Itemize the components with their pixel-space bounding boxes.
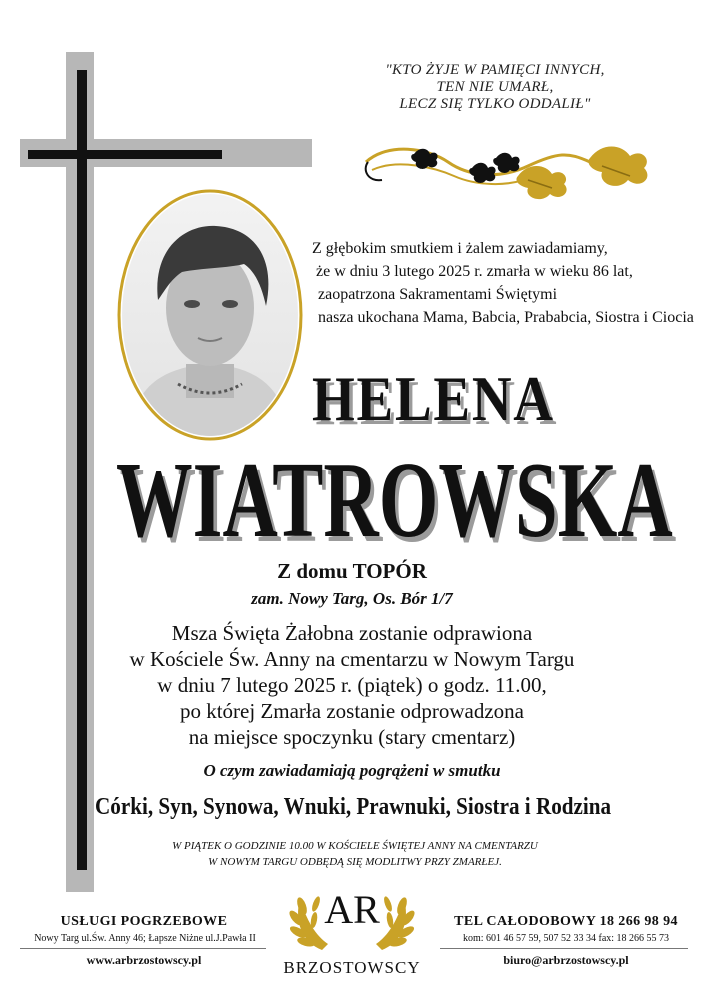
- quote-line: "KTO ŻYJE W PAMIĘCI INNYCH,: [385, 62, 605, 78]
- intro-line: nasza ukochana Mama, Babcia, Prababcia, Siostra i Ciocia: [318, 309, 694, 326]
- intro-line: że w dniu 3 lutego 2025 r. zmarła w wieku 86 lat,: [316, 263, 633, 280]
- prayer-notice: [120, 838, 590, 870]
- mourners-intro: O czym zawiadamiają pogrążeni w smutku: [203, 761, 501, 780]
- mass-line: Msza Święta Żałobna zostanie odprawiona: [171, 621, 533, 645]
- mass-line: w Kościele Św. Anny na cmentarzu w Nowym Targu: [129, 647, 575, 671]
- cross-icon: [77, 70, 87, 870]
- mass-line: w dniu 7 lutego 2025 r. (piątek) o godz. 11.00,: [157, 673, 547, 697]
- cross-bar: [28, 150, 222, 159]
- funeral-mass-info: [100, 620, 604, 750]
- quote-line: LECZ SIĘ TYLKO ODDALIŁ": [399, 96, 591, 112]
- logo-initials: AR: [324, 887, 380, 932]
- grapevine-ornament-icon: [358, 140, 664, 202]
- mass-line: po której Zmarła zostanie odprowadzona: [179, 699, 525, 723]
- mourners-family: Córki, Syn, Synowa, Wnuki, Prawnuki, Siostra i Rodzina: [95, 794, 612, 820]
- deceased-last-name: WIATROWSKA: [116, 441, 673, 560]
- email-link[interactable]: biuro@arbrzostowscy.pl: [503, 953, 629, 967]
- phone-numbers: kom: 601 46 57 59, 507 52 33 34 fax: 18 266 55 73: [462, 933, 670, 944]
- intro-line: Z głębokim smutkiem i żalem zawiadamiamy,: [312, 240, 608, 257]
- prayer-line: W NOWYM TARGU ODBĘDĄ SIĘ MODLITWY PRZY ZMARŁEJ.: [208, 856, 502, 868]
- portrait-photo: [116, 188, 304, 442]
- footer-divider-left: [20, 948, 266, 949]
- memorial-quote: [330, 62, 660, 113]
- footer-divider-right: [440, 948, 688, 949]
- deceased-first-name: HELENA: [312, 363, 555, 434]
- prayer-line: W PIĄTEK O GODZINIE 10.00 W KOŚCIELE ŚWIĘTEJ ANNY NA CMENTARZU: [172, 840, 538, 852]
- intro-text: [312, 237, 692, 329]
- funeral-services-address: Nowy Targ ul.Św. Anny 46; Łapsze Niżne ul.J.Pawła II: [34, 933, 256, 944]
- maiden-name: Z domu TOPÓR: [277, 559, 427, 583]
- logo-company-name: BRZOSTOWSCY: [283, 958, 421, 977]
- website-link[interactable]: www.arbrzostowscy.pl: [86, 953, 202, 967]
- intro-line: zaopatrzona Sakramentami Świętymi: [318, 286, 558, 303]
- mass-line: na miejsce spoczynku (stary cmentarz): [188, 725, 516, 749]
- phone-24h: TEL CAŁODOBOWY 18 266 98 94: [454, 914, 678, 929]
- funeral-services-title: USŁUGI POGRZEBOWE: [60, 914, 228, 929]
- residence-address: zam. Nowy Targ, Os. Bór 1/7: [251, 589, 453, 608]
- quote-line: TEN NIE UMARŁ,: [436, 79, 554, 95]
